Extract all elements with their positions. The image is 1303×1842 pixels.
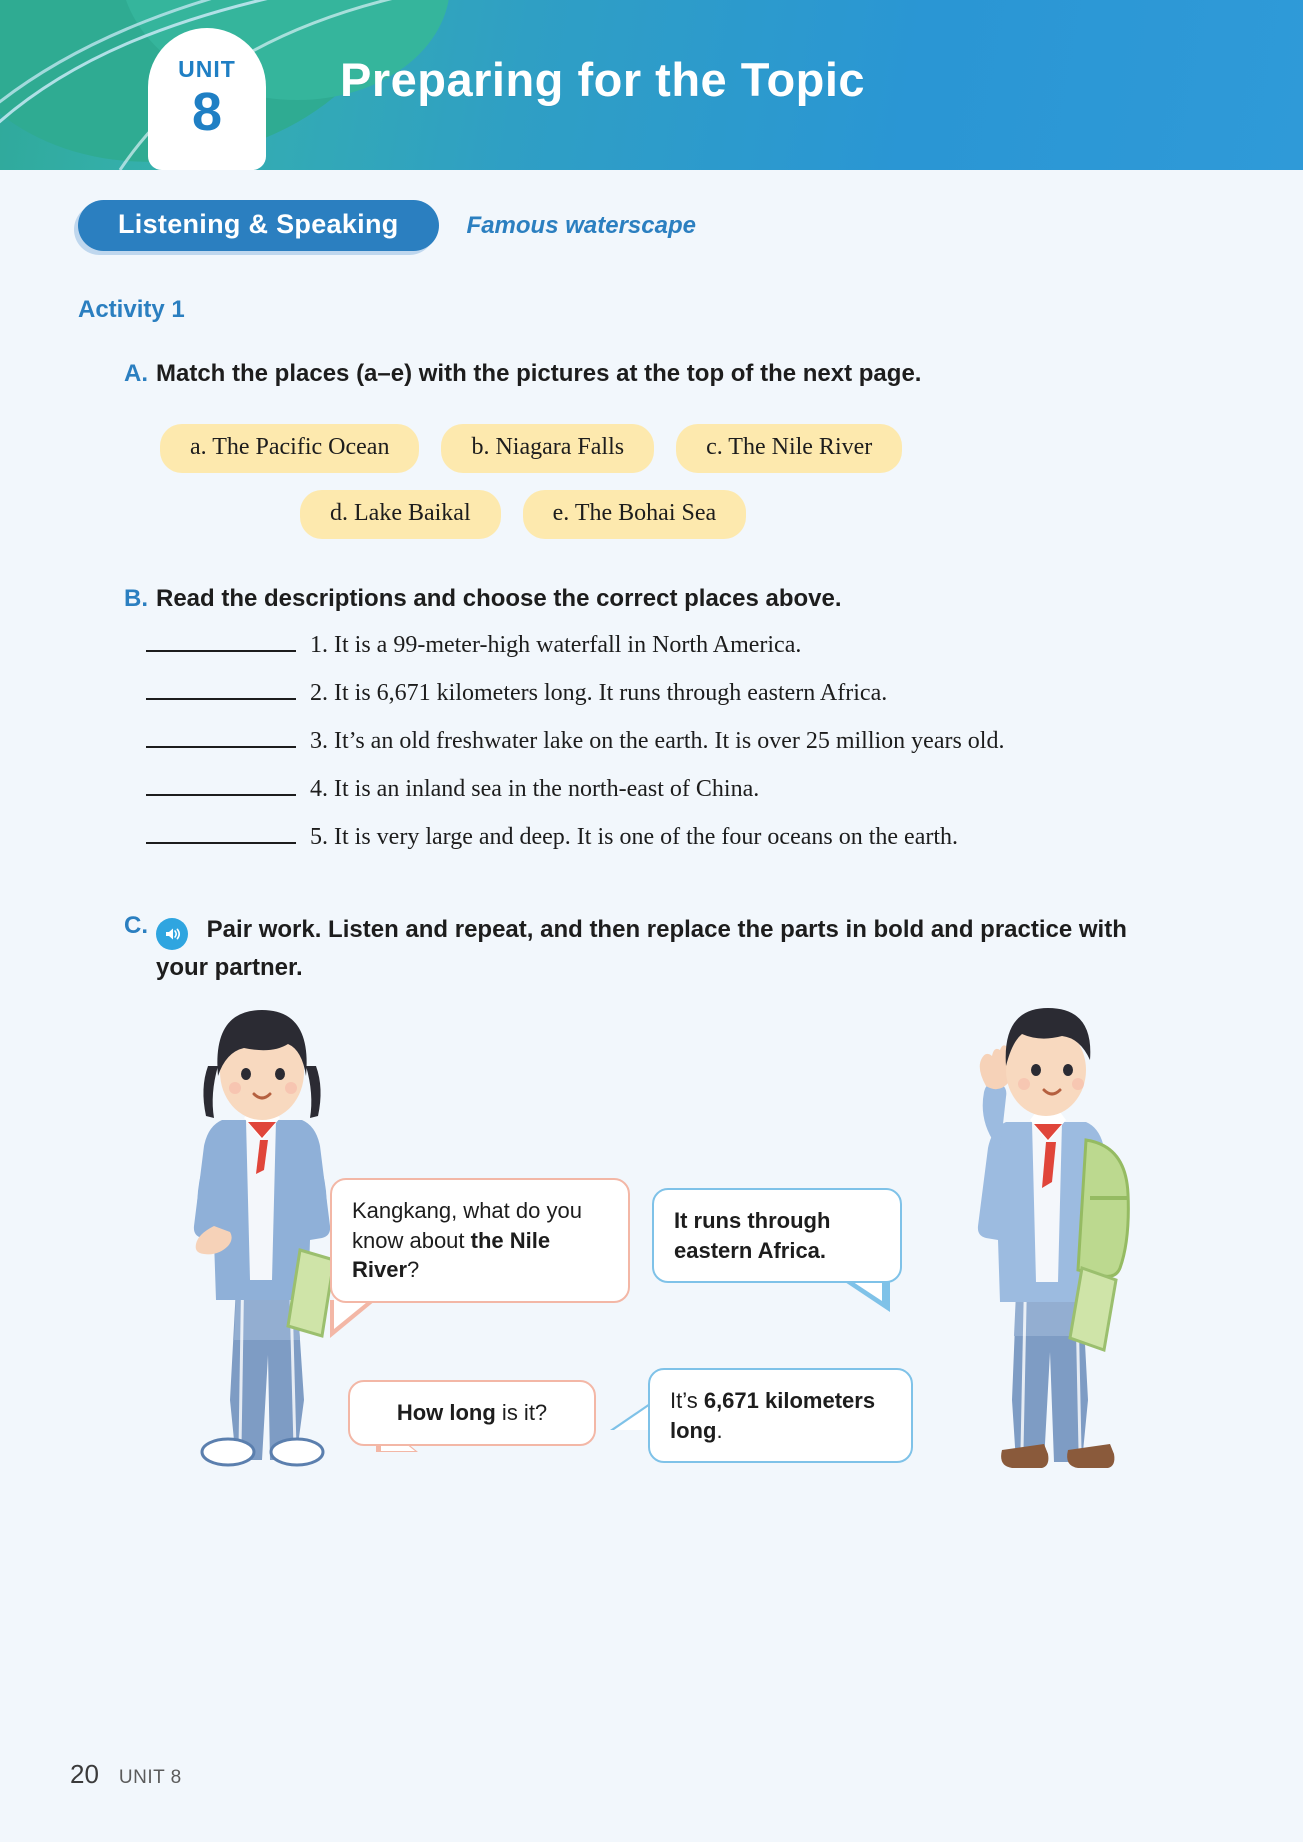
dialogue-scene [0,1000,1303,1700]
task-b-text: Read the descriptions and choose the correct places above. [156,585,842,612]
page-title: Preparing for the Topic [340,53,866,106]
description-list [146,630,1206,870]
description-text: 2. It is 6,671 kilometers long. It runs through eastern Africa. [310,680,888,706]
place-chips-row-2 [300,490,746,539]
place-chip[interactable]: b. Niagara Falls [441,424,654,473]
bubble-tail-inner [614,1406,649,1430]
activity-title: Activity 1 [78,296,185,323]
bubble4-bold: 6,671 kilometers long [670,1388,876,1443]
list-item [146,678,1206,707]
description-text: 5. It is very large and deep. It is one of the four oceans on the earth. [310,824,958,850]
section-header [78,200,696,251]
description-text: 1. It is a 99-meter-high waterfall in North America. [310,632,802,658]
bubble4-plain-start: It’s [670,1388,704,1413]
answer-blank[interactable] [146,630,296,652]
footer-unit-label: UNIT 8 [118,1767,182,1788]
bubble3-bold: How long [396,1400,496,1425]
task-b [124,585,1174,613]
task-c-text: Pair work. Listen and repeat, and then replace the parts in bold and practice with your partner. [156,916,1127,981]
list-item [146,726,1206,755]
place-chips-row-1 [160,424,902,473]
speech-bubble-girl-2 [348,1380,596,1446]
speech-bubble-boy-2 [648,1368,913,1463]
list-item [146,774,1206,803]
task-a [124,360,1174,388]
answer-blank[interactable] [146,678,296,700]
bubble1-plain-end: ? [407,1257,420,1283]
unit-word: UNIT [178,56,236,82]
description-text: 3. It’s an old freshwater lake on the earth. It is over 25 million years old. [310,728,1005,754]
bubble3-plain: is it? [495,1400,548,1425]
speaker-icon[interactable] [156,918,188,950]
list-item [146,630,1206,659]
task-b-letter: B. [124,585,148,612]
speech-bubble-girl-1 [330,1178,630,1303]
task-c [124,912,1184,986]
place-chip[interactable]: c. The Nile River [676,424,902,473]
section-pill-label: Listening & Speaking [78,200,439,251]
speech-bubble-boy-1 [652,1188,902,1283]
page-number: 20 [70,1759,99,1789]
bubble2-bold: It runs through eastern Africa. [674,1208,831,1263]
page-header [0,0,1303,170]
bubble4-plain-end: . [716,1417,723,1443]
description-text: 4. It is an inland sea in the north-east of China. [310,776,760,802]
place-chip[interactable]: a. The Pacific Ocean [160,424,419,473]
answer-blank[interactable] [146,822,296,844]
list-item [146,822,1206,851]
boy-character [940,1000,1170,1470]
task-c-text-wrap [156,912,1184,986]
task-a-letter: A. [124,360,148,387]
task-a-text: Match the places (a–e) with the pictures at the top of the next page. [156,360,922,387]
bubble1-plain-start: Kangkang, what do you know about [352,1198,582,1253]
task-c-letter: C. [124,912,148,939]
unit-badge [148,28,266,170]
section-subtitle: Famous waterscape [466,211,696,239]
answer-blank[interactable] [146,774,296,796]
place-chip[interactable]: e. The Bohai Sea [523,490,747,539]
answer-blank[interactable] [146,726,296,748]
page-footer [70,1759,182,1790]
place-chip[interactable]: d. Lake Baikal [300,490,501,539]
unit-number: 8 [191,82,223,142]
bubble1-bold: the Nile River [352,1227,551,1283]
